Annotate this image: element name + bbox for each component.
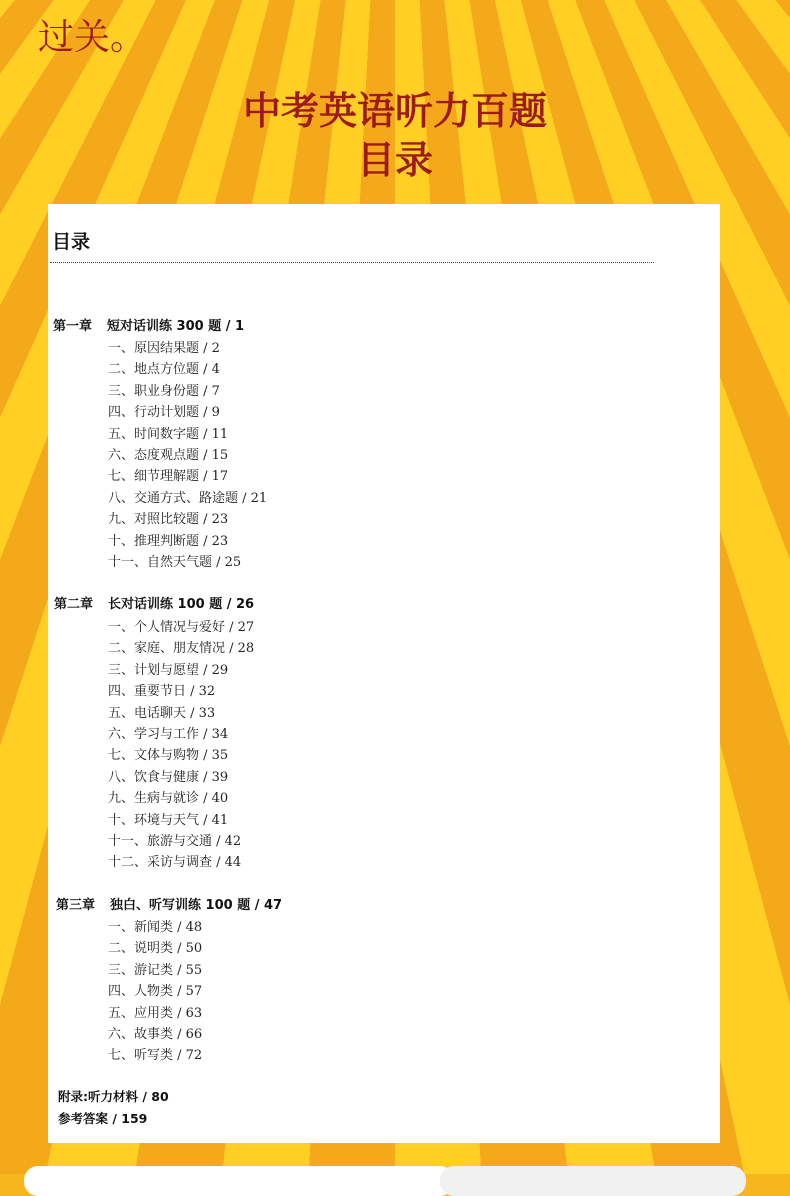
chapter-number: 第一章 (53, 319, 93, 334)
toc-entry: 九、生病与就诊 / 40 (108, 791, 229, 807)
chapter-title: 短对话训练 300 题 / 1 (107, 319, 245, 334)
chapter-number: 第二章 (54, 597, 94, 612)
chapter-entries (108, 338, 267, 573)
toc-entry: 六、故事类 / 66 (108, 1026, 203, 1042)
toc-card (48, 204, 720, 1143)
bottom-tab-right (440, 1166, 746, 1196)
toc-entry: 十二、采访与调查 / 44 (108, 855, 242, 871)
toc-entry: 一、个人情况与爱好 / 27 (108, 620, 255, 635)
chapter-number: 第三章 (56, 898, 96, 913)
page-subtitle: 目录 (356, 137, 433, 182)
intro-text: 过关。 (38, 17, 147, 58)
page-title: 中考英语听力百题 (242, 88, 547, 133)
toc-entry: 七、细节理解题 / 17 (108, 469, 229, 485)
toc-entry: 二、地点方位题 / 4 (108, 362, 220, 378)
toc-entry: 七、听写类 / 72 (108, 1048, 203, 1064)
toc-entry: 四、人物类 / 57 (108, 984, 203, 1000)
toc-entry: 四、重要节日 / 32 (108, 684, 216, 700)
answer-key-entry: 参考答案 / 159 (58, 1111, 148, 1126)
toc-entry: 五、电话聊天 / 33 (108, 705, 216, 721)
bottom-tab-left (24, 1166, 454, 1196)
toc-title: 目录 (52, 231, 91, 253)
toc-entry: 六、学习与工作 / 34 (108, 726, 229, 742)
chapter-entries (108, 617, 254, 874)
toc-entry: 三、游记类 / 55 (108, 962, 203, 978)
toc-divider (50, 262, 654, 263)
toc-entry: 七、文体与购物 / 35 (108, 748, 229, 764)
toc-entry: 二、家庭、朋友情况 / 28 (108, 641, 255, 657)
toc-entry: 六、态度观点题 / 15 (108, 447, 229, 463)
toc-entry: 九、对照比较题 / 23 (108, 512, 229, 528)
toc-entry: 一、原因结果题 / 2 (108, 341, 220, 356)
toc-entry: 十、环境与天气 / 41 (108, 812, 229, 828)
toc-entry: 十一、自然天气题 / 25 (108, 554, 242, 570)
chapter-title: 长对话训练 100 题 / 26 (108, 597, 255, 612)
toc-entry: 八、交通方式、路途题 / 21 (108, 490, 268, 506)
chapter-title: 独白、听写训练 100 题 / 47 (110, 898, 283, 913)
toc-entry: 五、应用类 / 63 (108, 1005, 203, 1021)
toc-entry: 二、说明类 / 50 (108, 941, 203, 957)
chapter-entries (108, 917, 202, 1067)
toc-entry: 三、计划与愿望 / 29 (108, 662, 229, 678)
toc-entry: 十、推理判断题 / 23 (108, 533, 229, 549)
toc-entry: 十一、旅游与交通 / 42 (108, 833, 242, 849)
toc-entry: 八、饮食与健康 / 39 (108, 769, 229, 785)
toc-entry: 四、行动计划题 / 9 (108, 405, 220, 421)
appendix-entry: 附录:听力材料 / 80 (58, 1089, 169, 1104)
toc-entry: 三、职业身份题 / 7 (108, 383, 220, 399)
toc-entry: 一、新闻类 / 48 (108, 920, 203, 935)
toc-entry: 五、时间数字题 / 11 (108, 426, 229, 442)
